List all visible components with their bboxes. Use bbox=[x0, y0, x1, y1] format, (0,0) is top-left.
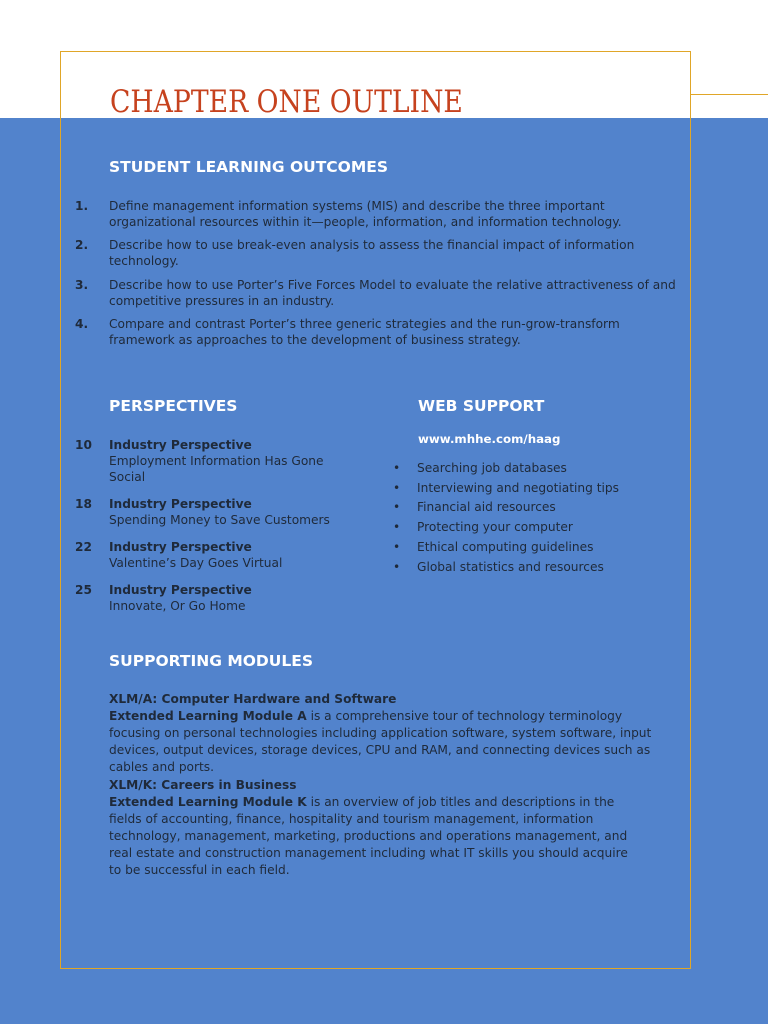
web-support-item-label: Ethical computing guidelines bbox=[417, 539, 594, 554]
module-name: Extended Learning Module K bbox=[109, 795, 307, 809]
module-title: XLM/A: Computer Hardware and Software bbox=[109, 692, 397, 706]
list-item bbox=[393, 558, 619, 578]
outcome-text: Describe how to use break-even analysis to assess the financial impact of information technology. bbox=[109, 238, 635, 268]
list-item bbox=[393, 538, 619, 558]
bullet-icon: • bbox=[393, 480, 401, 495]
module-item bbox=[109, 777, 639, 879]
perspective-type: Industry Perspective bbox=[109, 583, 252, 597]
perspectives-heading: PERSPECTIVES bbox=[109, 397, 238, 415]
perspective-type: Industry Perspective bbox=[109, 497, 252, 511]
list-item bbox=[393, 479, 619, 499]
list-item bbox=[393, 518, 619, 538]
bullet-icon: • bbox=[393, 559, 401, 574]
perspective-title: Spending Money to Save Customers bbox=[109, 513, 330, 527]
modules-heading: SUPPORTING MODULES bbox=[109, 652, 313, 670]
outcome-number: 1. bbox=[75, 199, 89, 213]
web-support-url[interactable]: www.mhhe.com/haag bbox=[418, 432, 561, 446]
web-support-item-label: Searching job databases bbox=[417, 461, 567, 475]
perspective-page-number: 10 bbox=[75, 438, 92, 452]
perspective-type: Industry Perspective bbox=[109, 540, 252, 554]
list-item bbox=[393, 459, 619, 479]
outcome-text: Describe how to use Porter’s Five Forces Model to evaluate the relative attractiveness of and competitive pressures in an industry. bbox=[109, 278, 676, 308]
perspective-page-number: 25 bbox=[75, 583, 92, 597]
bullet-icon: • bbox=[393, 461, 401, 475]
perspective-title: Employment Information Has Gone Social bbox=[109, 454, 324, 484]
perspective-title: Innovate, Or Go Home bbox=[109, 599, 246, 613]
module-description: is an overview of job titles and descriptions in the fields of accounting, finance, hospitality and tourism management, information technology, management, marketing, productions and operations management, and real estate and construction management including what IT skills you should acquire to be successful in each field. bbox=[109, 795, 628, 877]
module-item bbox=[109, 691, 669, 776]
outcome-text: Compare and contrast Porter’s three generic strategies and the run-grow-transform framework as approaches to the development of business strategy. bbox=[109, 317, 620, 347]
web-support-item-label: Financial aid resources bbox=[417, 500, 556, 515]
web-support-item-label: Protecting your computer bbox=[417, 520, 573, 535]
bullet-icon: • bbox=[393, 520, 401, 535]
outcome-number: 4. bbox=[75, 317, 89, 331]
chapter-title: CHAPTER ONE OUTLINE bbox=[110, 84, 463, 120]
perspective-page-number: 22 bbox=[75, 540, 92, 554]
perspective-title: Valentine’s Day Goes Virtual bbox=[109, 556, 283, 570]
outcome-number: 3. bbox=[75, 278, 89, 292]
module-title: XLM/K: Careers in Business bbox=[109, 778, 297, 792]
web-support-list bbox=[393, 459, 619, 577]
outcome-text: Define management information systems (MIS) and describe the three important organizational resources within it—people, information, and information technology. bbox=[109, 199, 622, 229]
web-support-item-label: Global statistics and resources bbox=[417, 559, 604, 574]
outcome-number: 2. bbox=[75, 238, 89, 252]
outcomes-heading: STUDENT LEARNING OUTCOMES bbox=[109, 158, 389, 176]
list-item bbox=[393, 498, 619, 518]
bullet-icon: • bbox=[393, 539, 401, 554]
side-rule bbox=[691, 94, 768, 95]
web-support-heading: WEB SUPPORT bbox=[418, 397, 545, 415]
perspective-type: Industry Perspective bbox=[109, 438, 252, 452]
bullet-icon: • bbox=[393, 500, 401, 515]
perspective-page-number: 18 bbox=[75, 497, 92, 511]
module-name: Extended Learning Module A bbox=[109, 709, 307, 723]
web-support-item-label: Interviewing and negotiating tips bbox=[417, 480, 619, 495]
module-description: is a comprehensive tour of technology terminology focusing on personal technologies including application software, system software, input devices, output devices, storage devices, CPU and RAM, and connecting devices such as cables and ports. bbox=[109, 709, 652, 774]
